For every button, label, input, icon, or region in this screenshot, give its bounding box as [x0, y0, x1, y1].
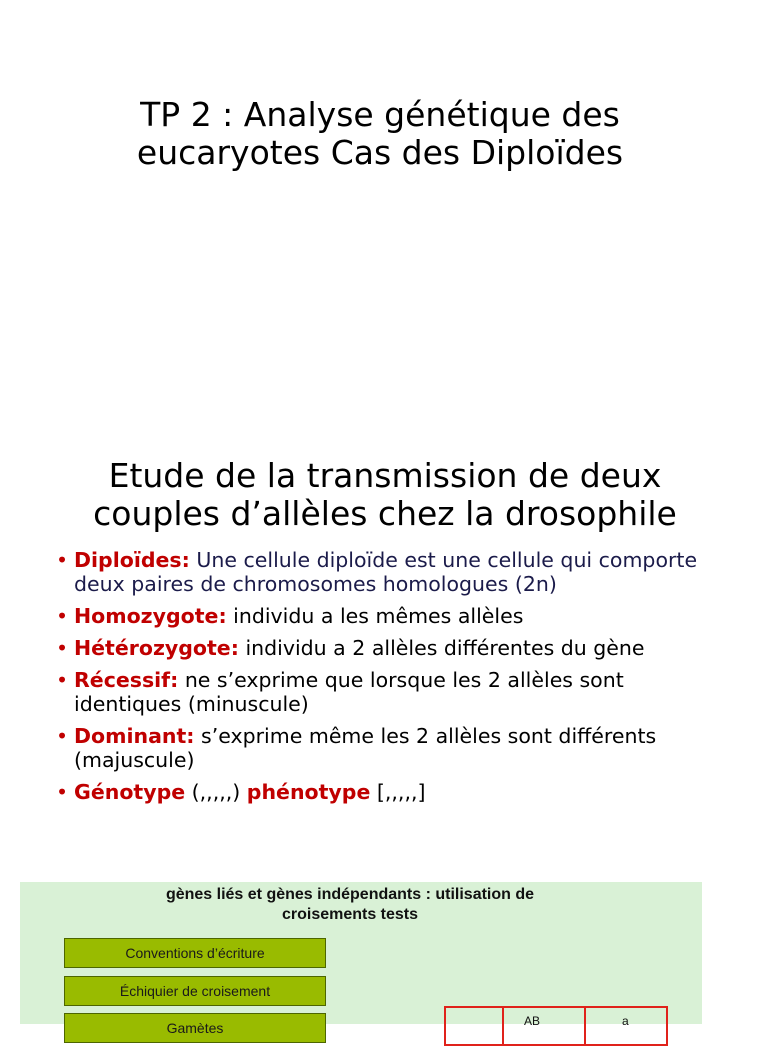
figure-title — [90, 885, 610, 925]
bullet-icon: • — [56, 636, 69, 660]
slide-title — [60, 96, 700, 172]
section-heading-line-1: Etude de la transmission de deux — [108, 456, 662, 495]
embedded-figure — [20, 882, 702, 1036]
slide-title-line-1: TP 2 : Analyse génétique des — [140, 95, 620, 134]
bullet-icon: • — [56, 668, 69, 692]
term-dominant: Dominant: — [74, 724, 195, 748]
grid-label-a: a — [622, 1014, 629, 1028]
echiquier-button: Échiquier de croisement — [64, 976, 326, 1006]
slide-title-line-2: eucaryotes Cas des Diploïdes — [136, 133, 624, 172]
list-item-dominant — [56, 724, 736, 772]
definition-recessif: ne s’exprime que lorsque les 2 allèles sont identiques (minuscule) — [74, 668, 624, 716]
bullet-icon: • — [56, 604, 69, 628]
term-diploides: Diploïdes: — [74, 548, 190, 572]
grid-divider — [502, 1008, 504, 1044]
list-item-diploides — [56, 548, 736, 596]
term-phenotype: phénotype — [246, 780, 371, 804]
figure-title-line-1: gènes liés et gènes indépendants : utilisation de — [165, 886, 535, 903]
bullet-icon: • — [56, 780, 69, 804]
section-heading — [40, 457, 730, 533]
definition-list — [56, 548, 736, 812]
term-genotype: Génotype — [74, 780, 186, 804]
grid-divider — [584, 1008, 586, 1044]
section-heading-line-2: couples d’allèles chez la drosophile — [93, 494, 677, 533]
gametes-button: Gamètes — [64, 1013, 326, 1043]
notation-genotype: (,,,,,) — [185, 780, 247, 804]
definition-diploides: Une cellule diploïde est une cellule qui comporte deux paires de chromosomes homologues (2n) — [74, 548, 698, 596]
conventions-button: Conventions d’écriture — [64, 938, 326, 968]
figure-title-line-2: croisements tests — [281, 906, 419, 923]
crossing-grid — [444, 1006, 668, 1046]
list-item-genotype-phenotype — [56, 780, 736, 804]
list-item-homozygote — [56, 604, 736, 628]
list-item-heterozygote — [56, 636, 736, 660]
list-item-recessif — [56, 668, 736, 716]
grid-label-ab: AB — [524, 1014, 541, 1028]
term-homozygote: Homozygote: — [74, 604, 227, 628]
definition-heterozygote: individu a 2 allèles différentes du gène — [238, 636, 645, 660]
definition-homozygote: individu a les mêmes allèles — [226, 604, 524, 628]
notation-phenotype: [,,,,,] — [370, 780, 426, 804]
bullet-icon: • — [56, 724, 69, 748]
definition-dominant: s’exprime même les 2 allèles sont différents (majuscule) — [74, 724, 657, 772]
term-heterozygote: Hétérozygote: — [74, 636, 239, 660]
term-recessif: Récessif: — [74, 668, 179, 692]
bullet-icon: • — [56, 548, 69, 572]
